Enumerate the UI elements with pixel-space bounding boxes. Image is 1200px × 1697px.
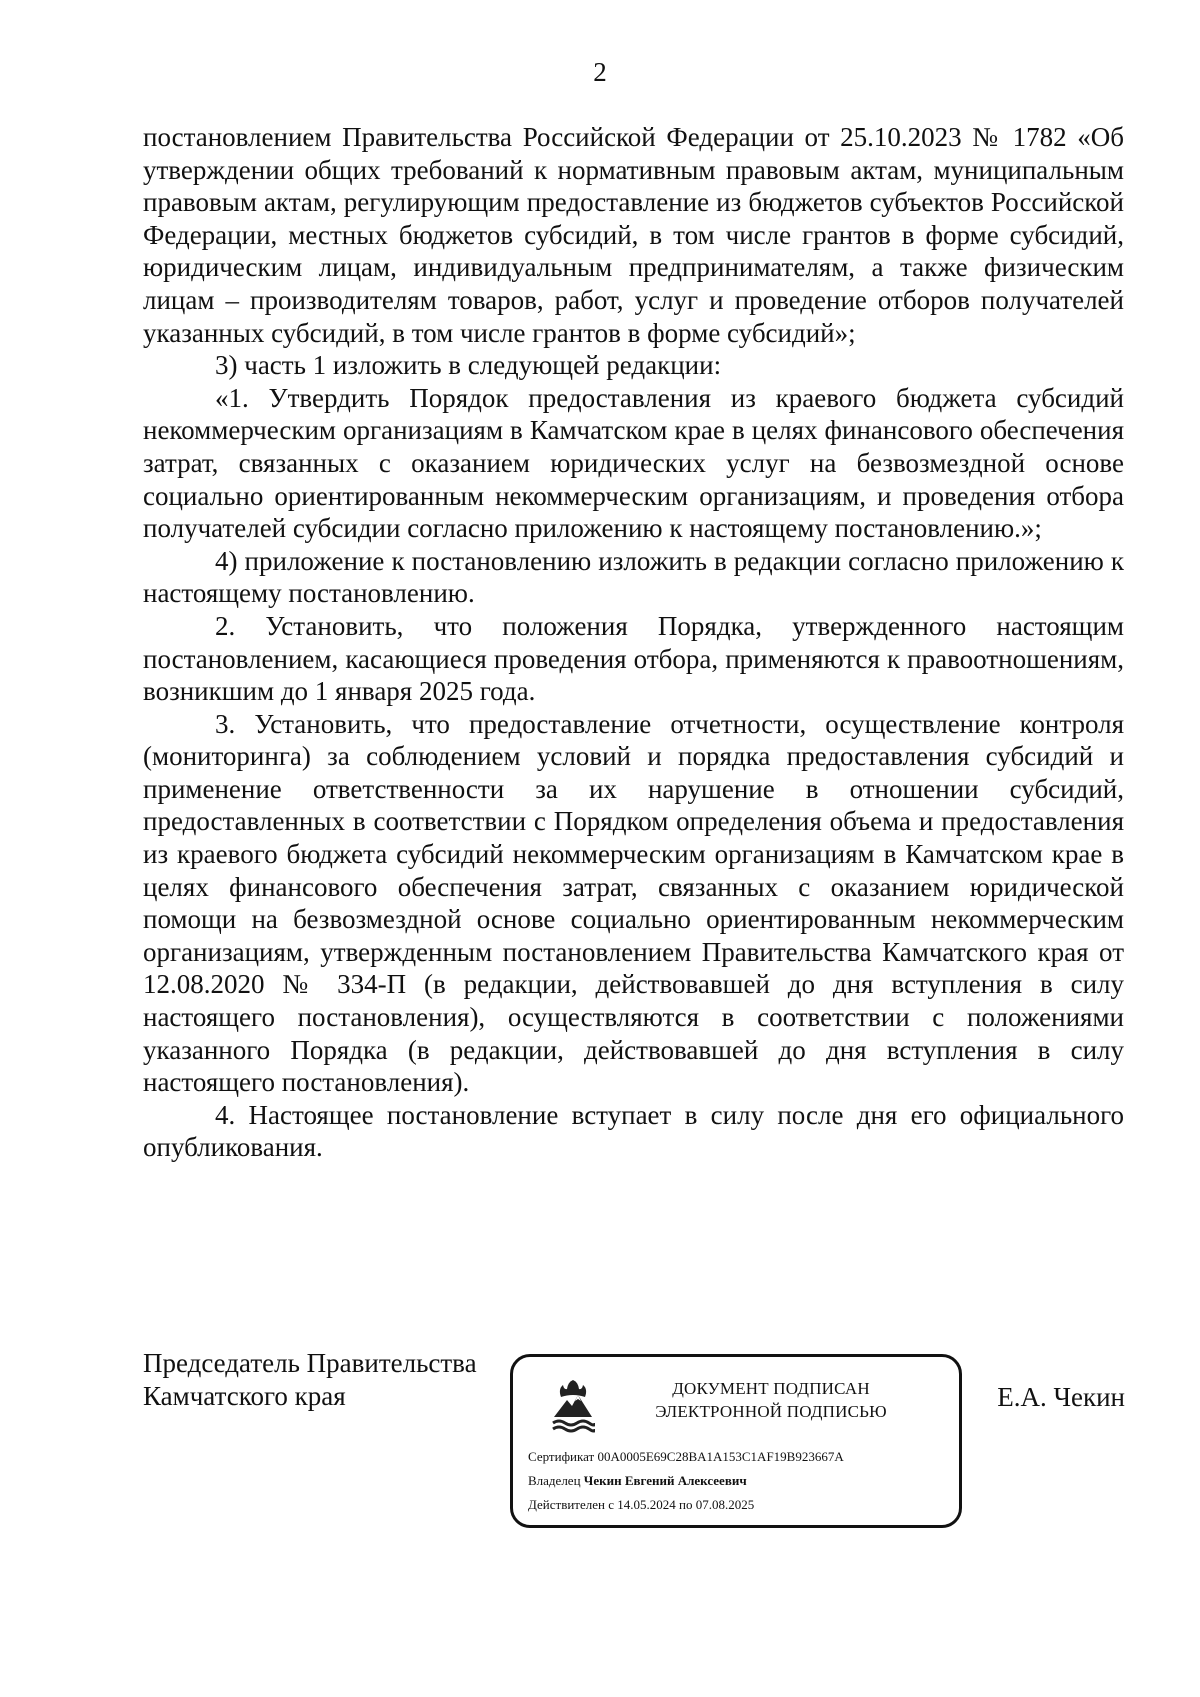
certificate-label: Сертификат <box>528 1449 595 1464</box>
signer-position-line1: Председатель Правительства <box>143 1348 477 1378</box>
stamp-heading-line1: ДОКУМЕНТ ПОДПИСАН <box>672 1379 870 1398</box>
signer-position <box>143 1347 503 1413</box>
validity-label: Действителен <box>528 1497 605 1512</box>
paragraph-section-3: 3. Установить, что предоставление отчетности, осуществление контроля (мониторинга) за соблюдением условий и порядка предоставления субсидий и применение ответственности за их нарушение в отношении субсидий, предоставленных в соответствии с Порядком определения объема и предоставления из краевого бюджета субсидий некоммерческим организациям в Камчатском крае в целях финансового обеспечения затрат, связанных с оказанием юридической помощи на безвозмездной основе социально ориентированным некоммерческим организациям, утвержденным постановлением Правительства Камчатского края от 12.08.2020 № 334-П (в редакции, действовавшей до дня вступления в силу настоящего постановления), осуществляются в соответствии с положениями указанного Порядка (в редакции, действовавшей до дня вступления в силу настоящего постановления). <box>143 708 1124 1098</box>
page-number: 2 <box>593 57 607 87</box>
validity-to-date: 07.08.2025 <box>695 1497 755 1512</box>
paragraph-continuation: постановлением Правительства Российской Федерации от 25.10.2023 № 1782 «Об утверждении общих требований к нормативным правовым актам, муниципальным правовым актам, регулирующим предоставление из бюджетов субъектов Российской Федерации, местных бюджетов субсидий, в том числе грантов в форме субсидий, юридическим лицам, индивидуальным предпринимателям, а также физическим лицам – производителям товаров, работ, услуг и проведение отборов получателей указанных субсидий, в том числе грантов в форме субсидий»; <box>143 122 1124 348</box>
certificate-row <box>528 1445 958 1469</box>
signer-name: Е.А. Чекин <box>997 1382 1125 1412</box>
certificate-value: 00A0005E69C28BA1A153C1AF19B923667A <box>597 1449 844 1464</box>
paragraph-new-wording: «1. Утвердить Порядок предоставления из краевого бюджета субсидий некоммерческим организациям в Камчатском крае в целях финансового обеспечения затрат, связанных с оказанием юридических услуг на безвозмездной основе социально ориентированным некоммерческим организациям, и проведения отбора получателей субсидии согласно приложению к настоящему постановлению.»; <box>143 382 1124 544</box>
validity-row <box>528 1493 958 1517</box>
owner-row <box>528 1469 958 1493</box>
owner-label: Владелец <box>528 1473 581 1488</box>
document-body <box>143 121 1124 1164</box>
electronic-signature-stamp <box>510 1354 962 1528</box>
paragraph-section-4: 4. Настоящее постановление вступает в силу после дня его официального опубликования. <box>143 1099 1124 1163</box>
signer-position-line2: Камчатского края <box>143 1381 346 1411</box>
kamchatka-emblem-icon <box>551 1379 595 1435</box>
stamp-heading-line2: ЭЛЕКТРОННОЙ ПОДПИСЬЮ <box>655 1402 887 1421</box>
validity-from-word: с <box>608 1497 614 1512</box>
owner-value: Чекин Евгений Алексеевич <box>583 1473 747 1488</box>
stamp-heading <box>609 1377 933 1423</box>
stamp-details <box>528 1445 958 1517</box>
validity-from-date: 14.05.2024 <box>617 1497 676 1512</box>
paragraph-item-3: 3) часть 1 изложить в следующей редакции: <box>215 350 722 381</box>
paragraph-item-4: 4) приложение к постановлению изложить в редакции согласно приложению к настоящему постановлению. <box>143 545 1124 609</box>
paragraph-section-2: 2. Установить, что положения Порядка, утвержденного настоящим постановлением, касающиеся проведения отбора, применяются к правоотношениям, возникшим до 1 января 2025 года. <box>143 610 1124 707</box>
validity-to-word: по <box>679 1497 693 1512</box>
